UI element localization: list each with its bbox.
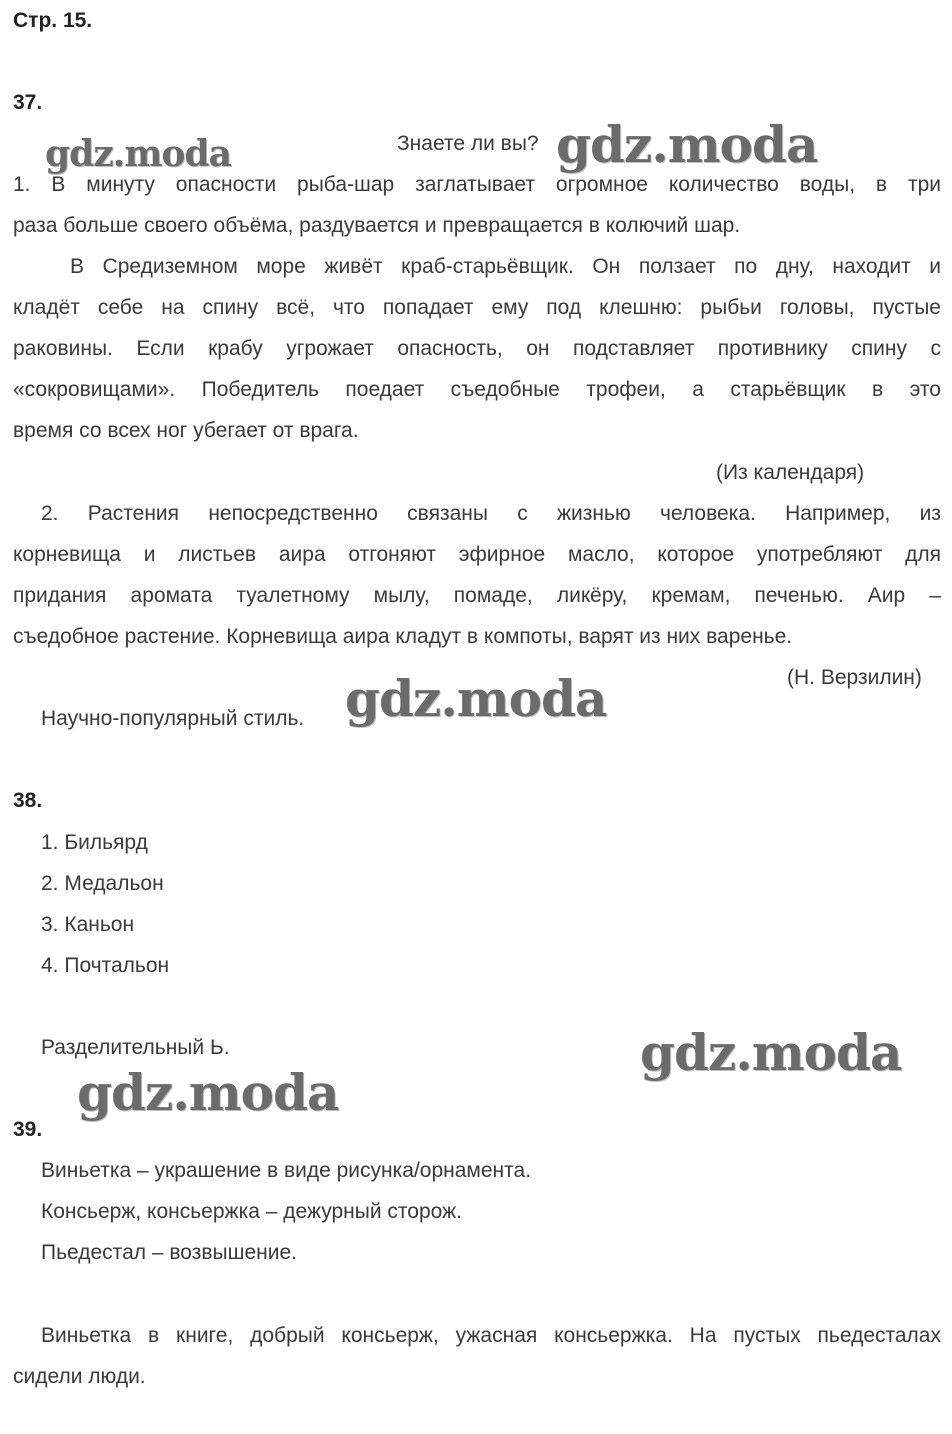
ex39-def-1: Виньетка – украшение в виде рисунка/орнамента. (41, 1159, 532, 1182)
ex38-item-4: 4. Почтальон (41, 954, 170, 977)
ex37-p3-line-3: придания аромата туалетному мылу, помаде, ликёру, кремам, печенью. Аир – (13, 584, 941, 607)
watermark-logo: gdz.moda (45, 133, 231, 175)
ex37-p2-line-1: В Средиземном море живёт краб-старьёвщик. Он ползает по дну, находит и (70, 255, 941, 278)
ex37-source-2: (Н. Верзилин) (787, 666, 922, 689)
watermark-logo: gdz.moda (556, 115, 818, 174)
ex37-p2-line-5: время со всех ног убегает от врага. (13, 419, 359, 442)
ex37-p3-line-2: корневища и листьев аира отгоняют эфирное масло, которое употребляют для (13, 543, 941, 566)
ex38-item-3: 3. Каньон (41, 913, 135, 936)
ex37-style-label: Научно-популярный стиль. (41, 707, 305, 730)
exercise-38-number: 38. (13, 789, 43, 812)
ex39-def-2: Консьерж, консьержка – дежурный сторож. (41, 1200, 462, 1223)
watermark-logo: gdz.moda (77, 1063, 339, 1122)
ex38-item-1: 1. Бильярд (41, 831, 148, 854)
ex37-p1-line-1: 1. В минуту опасности рыба-шар заглатывает огромное количество воды, в три (13, 173, 941, 196)
ex39-def-3: Пьедестал – возвышение. (41, 1241, 297, 1264)
ex37-p3-line-4: съедобное растение. Корневища аира кладут в компоты, варят из них варенье. (13, 625, 793, 648)
ex39-sentence-line-1: Виньетка в книге, добрый консьерж, ужасная консьержка. На пустых пьедесталах (41, 1324, 941, 1347)
ex37-p3-line-1: 2. Растения непосредственно связаны с жизнью человека. Например, из (41, 502, 941, 525)
ex37-p2-line-2: кладёт себе на спину всё, что попадает ему под клешню: рыбьи головы, пустые (13, 296, 941, 319)
ex37-p2-line-4: «сокровищами». Победитель поедает съедобные трофеи, а старьёвщик в это (13, 378, 941, 401)
exercise-37-number: 37. (13, 91, 43, 114)
ex39-sentence-line-2: сидели люди. (13, 1365, 146, 1388)
watermark-logo: gdz.moda (345, 669, 607, 728)
ex38-note: Разделительный Ь. (41, 1036, 230, 1059)
ex37-p1-line-2: раза больше своего объёма, раздувается и превращается в колючий шар. (13, 214, 741, 237)
exercise-37-title: Знаете ли вы? (397, 132, 539, 155)
ex37-source-1: (Из календаря) (716, 461, 865, 484)
ex37-p2-line-3: раковины. Если крабу угрожает опасность, он подставляет противнику спину с (13, 337, 941, 360)
watermark-logo: gdz.moda (640, 1023, 902, 1082)
page-header: Стр. 15. (13, 9, 93, 32)
ex38-item-2: 2. Медальон (41, 872, 164, 895)
exercise-39-number: 39. (13, 1118, 43, 1141)
